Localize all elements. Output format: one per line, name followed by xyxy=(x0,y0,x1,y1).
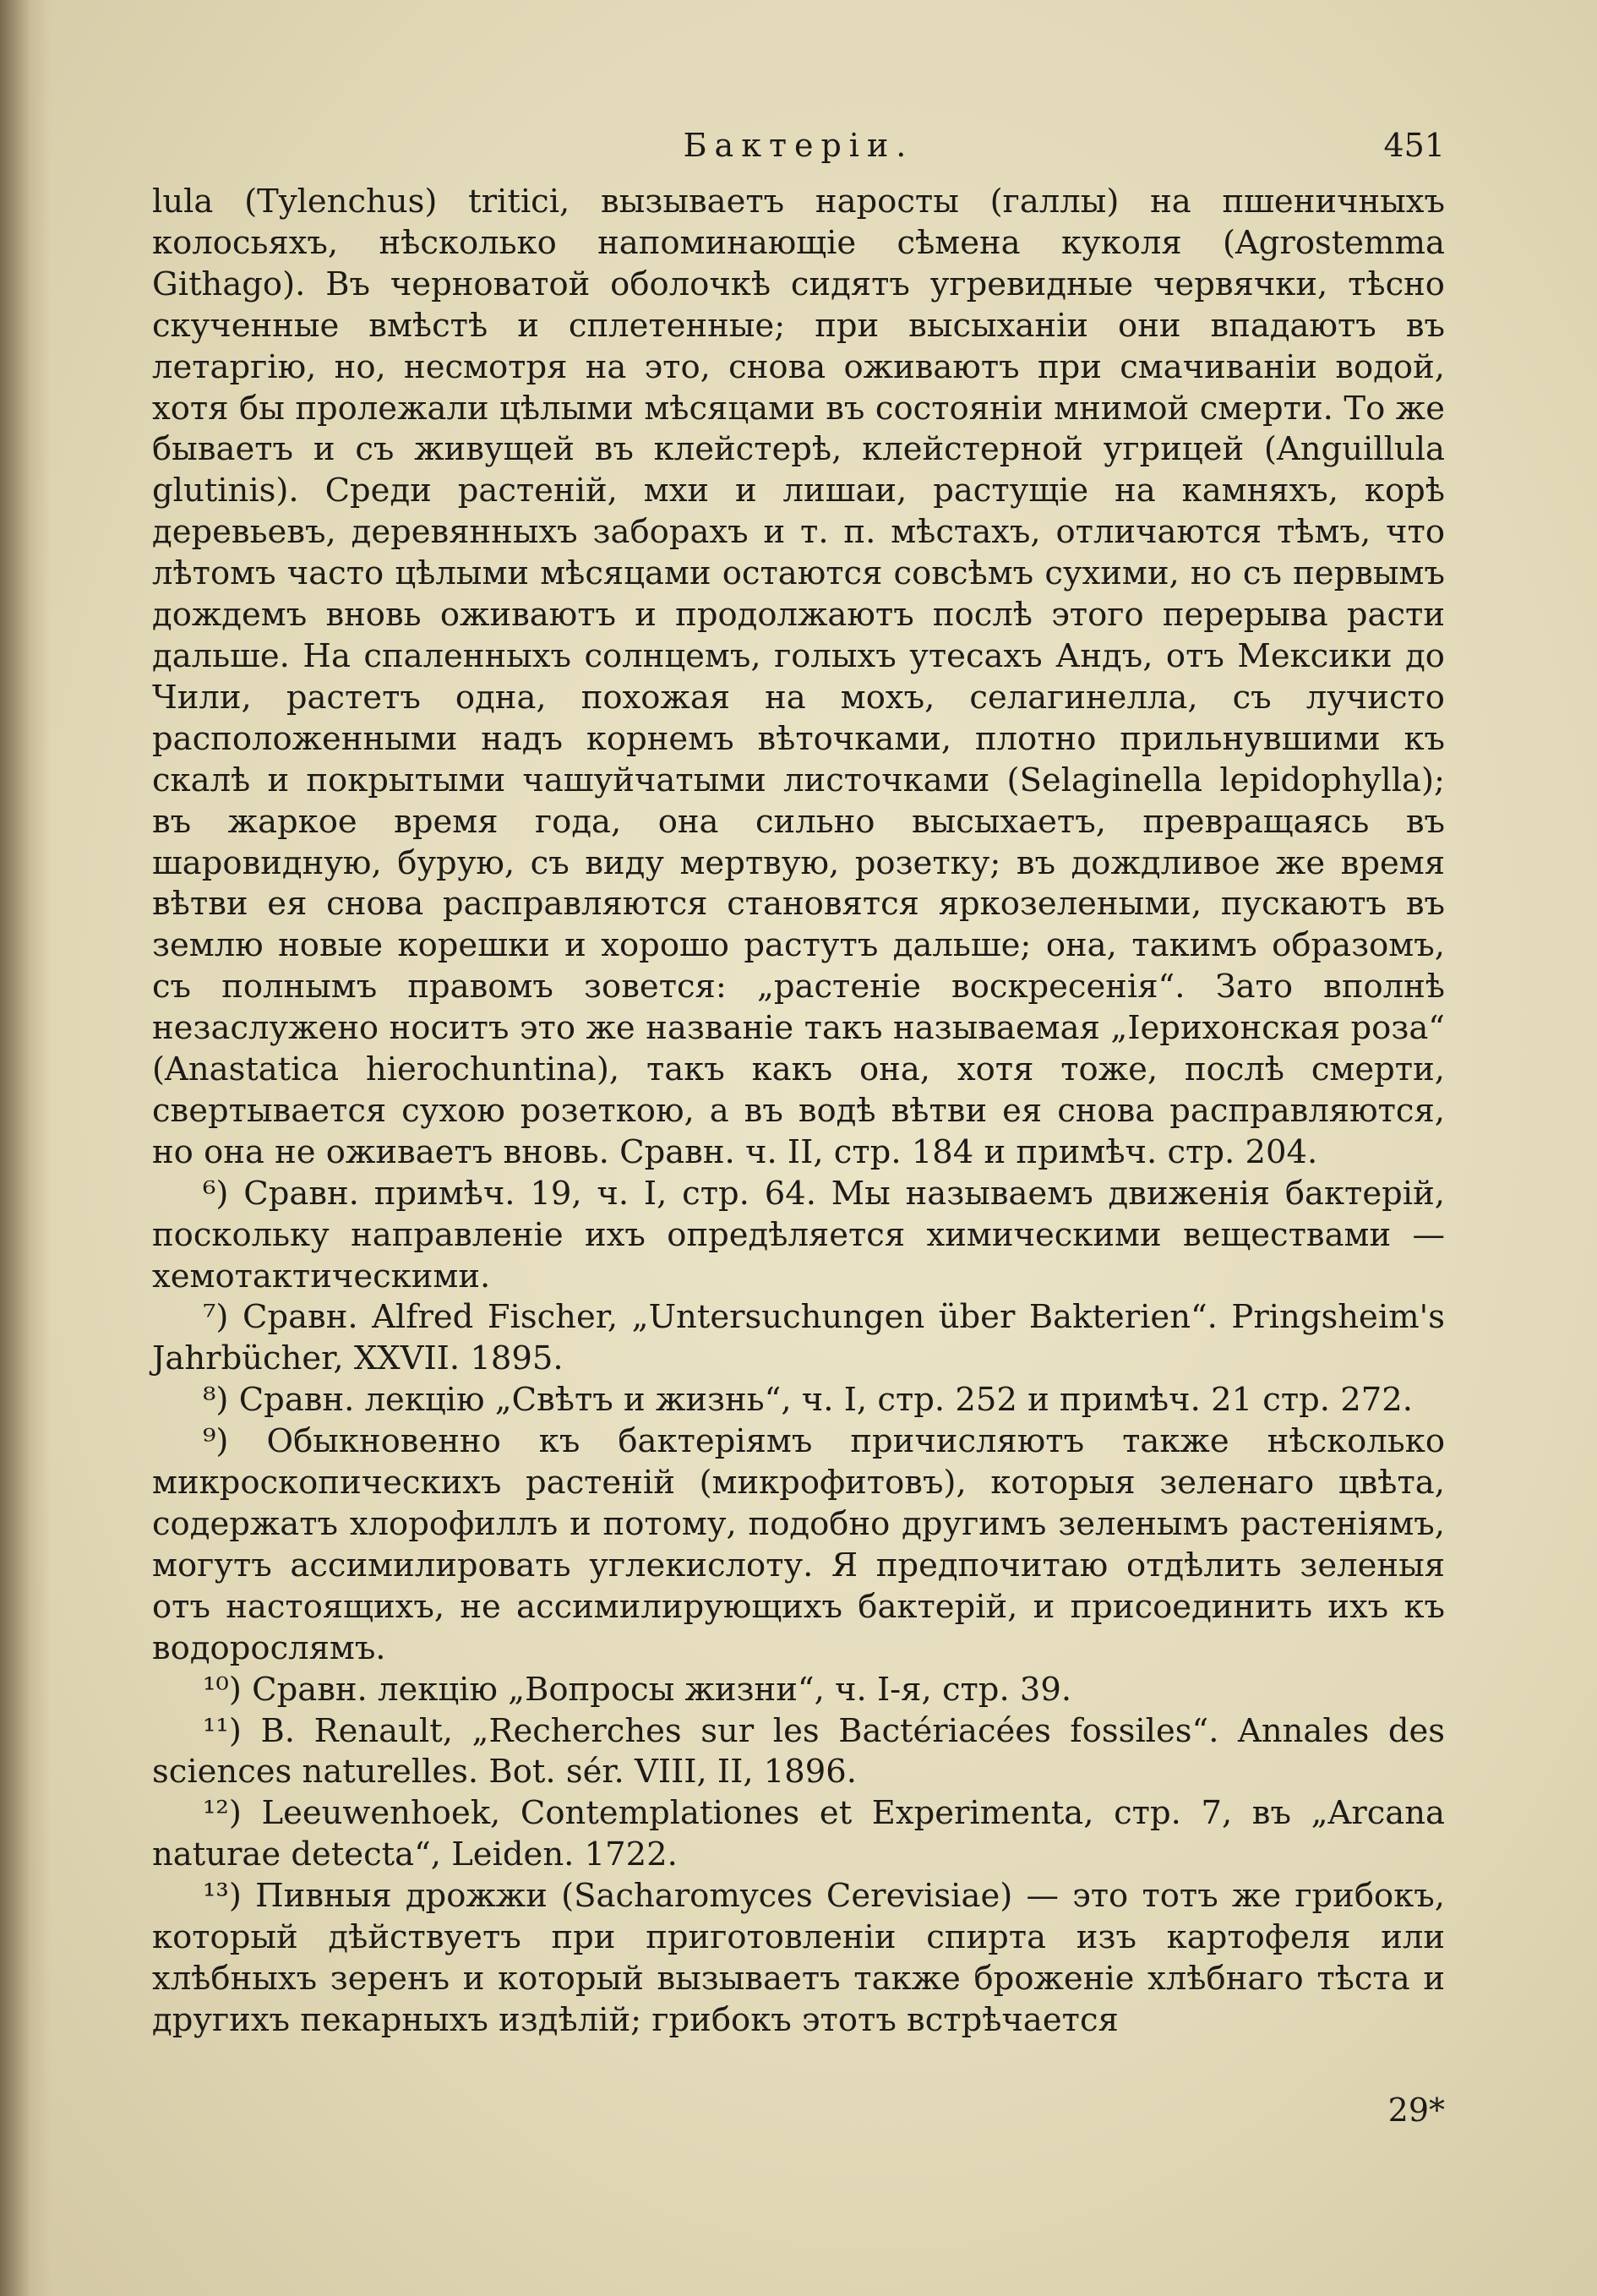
footnote-8 xyxy=(152,1380,1445,1421)
footnote-text: Leeuwenhoek, Contemplationes et Experimenta, стр. 7, въ „Arcana naturae detecta“, Leiden. 1722. xyxy=(152,1794,1445,1874)
footnote-text: Сравн. примѣч. 19, ч. I, стр. 64. Мы называемъ движенiя бактерiй, поскольку направленiе ихъ опредѣляется химическими веществами — хемотактическими. xyxy=(152,1174,1445,1295)
footnote-9 xyxy=(152,1421,1445,1669)
footnote-marker: ¹²) xyxy=(203,1794,242,1833)
footnote-text: Обыкновенно къ бактерiямъ причисляютъ также нѣсколько микроскопическихъ растенiй (микрофитовъ), которыя зеленаго цвѣта, содержатъ хлорофиллъ и потому, подобно другимъ зеленымъ растенiямъ, могутъ ассимилировать углекислоту. Я предпочитаю отдѣлить зеленыя отъ настоящихъ, не ассимилирующихъ бактерiй, и присоединить ихъ къ водорослямъ. xyxy=(152,1422,1446,1667)
footnote-7 xyxy=(152,1297,1445,1380)
footnote-text: Сравн. лекцiю „Вопросы жизни“, ч. I-я, стр. 39. xyxy=(252,1670,1072,1709)
footnote-marker: ⁹) xyxy=(203,1422,229,1461)
page-header xyxy=(152,127,1445,177)
running-title: Бактерiи. xyxy=(683,127,914,164)
footnote-10 xyxy=(152,1670,1445,1711)
footnote-text: Сравн. Alfred Fischer, „Untersuchungen über Bakterien“. Pringsheim's Jahrbücher, XXVII. 1895. xyxy=(152,1298,1445,1378)
page-number: 451 xyxy=(1383,127,1445,164)
paragraph-continuation xyxy=(152,182,1445,1174)
footnote-text: Сравн. лекцiю „Свѣтъ и жизнь“, ч. I, стр. 252 и примѣч. 21 стр. 272. xyxy=(238,1381,1414,1420)
footnote-marker: ¹⁰) xyxy=(203,1670,242,1709)
footnote-text: B. Renault, „Recherches sur les Bactériacées fossiles“. Annales des sciences naturelles. Bot. sér. VIII, II, 1896. xyxy=(152,1711,1446,1792)
footnote-marker: ¹¹) xyxy=(203,1711,242,1750)
footnote-13 xyxy=(152,1876,1445,2042)
footnote-marker: ⁸) xyxy=(203,1381,229,1420)
body-text xyxy=(152,182,1445,2042)
footnote-marker: ¹³) xyxy=(203,1877,242,1916)
footnote-12 xyxy=(152,1793,1445,1876)
footnote-6 xyxy=(152,1174,1445,1298)
footnote-text: Пивныя дрожжи (Sacharomyces Cerevisiae) — это тотъ же грибокъ, который дѣйствуетъ при приготовленiи спирта изъ картофеля или хлѣбныхъ зеренъ и который вызываетъ также броженiе хлѣбнаго тѣста и другихъ пекарныхъ издѣлiй; грибокъ этотъ встрѣчается xyxy=(152,1877,1445,2039)
footnote-marker: ⁶) xyxy=(203,1174,229,1213)
page-gutter-shadow xyxy=(0,0,51,2296)
signature-mark: 29* xyxy=(1387,2091,1445,2129)
paragraph-text: lula (Tylenchus) tritici, вызываетъ наросты (галлы) на пшеничныхъ колосьяхъ, нѣсколько напоминающiе сѣмена куколя (Agrostemma Githago). Въ черноватой оболочкѣ сидятъ угревидные червячки, тѣсно скученные вмѣстѣ и сплетенные; при высыханiи они впадаютъ въ летаргiю, но, несмотря на это, снова оживаютъ при смачиванiи водой, хотя бы пролежали цѣлыми мѣсяцами въ состоянiи мнимой смерти. То же бываетъ и съ живущей въ клейстерѣ, клейстерной угрицей (Anguillula glutinis). Среди растенiй, мхи и лишаи, растущiе на камняхъ, корѣ деревьевъ, деревянныхъ заборахъ и т. п. мѣстахъ, отличаются тѣмъ, что лѣтомъ часто цѣлыми мѣсяцами остаются совсѣмъ сухими, но съ первымъ дождемъ вновь оживаютъ и продолжаютъ послѣ этого перерыва расти дальше. На спаленныхъ солнцемъ, голыхъ утесахъ Андъ, отъ Мексики до Чили, растетъ одна, похожая на мохъ, селагинелла, съ лучисто расположенными надъ корнемъ вѣточками, плотно прильнувшими къ скалѣ и покрытыми чашуйчатыми листочками (Selaginella lepidophylla); въ жаркое время года, она сильно высыхаетъ, превращаясь въ шаровидную, бурую, съ виду мертвую, розетку; въ дождливое же время вѣтви ея снова расправляются становятся яркозелеными, пускаютъ въ землю новые корешки и хорошо растутъ дальше; она, такимъ образомъ, съ полнымъ правомъ зовется: „растенiе воскресенiя“. Зато вполнѣ незаслужено носитъ это же названiе такъ называемая „Iерихонская роза“ (Anastatica hierochuntina), такъ какъ она, хотя тоже, послѣ смерти, свертывается сухою розеткою, а въ водѣ вѣтви ея снова расправляются, но она не оживаетъ вновь. Сравн. ч. II, стр. 184 и примѣч. стр. 204. xyxy=(152,183,1445,1171)
footnote-marker: ⁷) xyxy=(203,1298,229,1337)
footnote-11 xyxy=(152,1711,1445,1794)
